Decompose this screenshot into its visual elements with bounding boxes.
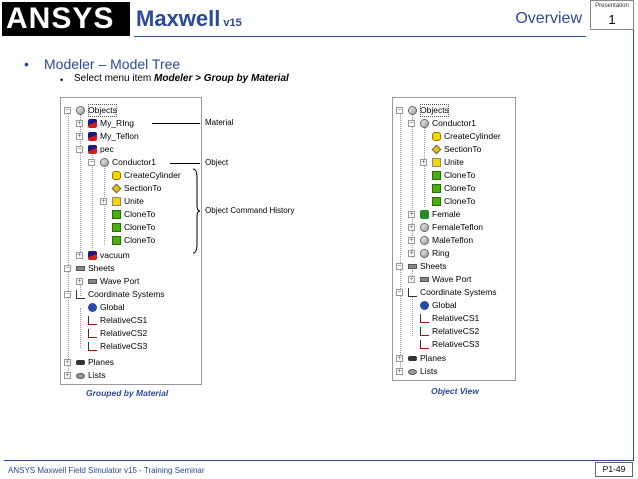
model-tree-grouped-by-material[interactable] <box>60 97 202 385</box>
collapse-icon[interactable]: − <box>65 107 70 114</box>
sheet-icon <box>88 279 97 284</box>
tree-node-label: CreateCylinder <box>444 131 501 141</box>
presentation-badge <box>590 0 634 30</box>
objects-icon <box>408 106 417 115</box>
expand-icon[interactable]: + <box>409 224 414 231</box>
expand-icon[interactable]: + <box>65 359 70 366</box>
tree-node-label: Unite <box>124 196 144 206</box>
collapse-icon[interactable]: − <box>397 263 402 270</box>
clone-icon <box>112 210 121 219</box>
product-title <box>136 5 242 37</box>
tree-node-label: FemaleTeflon <box>432 222 484 232</box>
tree-node-label: Unite <box>444 157 464 167</box>
annotation-material: Material <box>205 118 234 127</box>
relative-cs-icon <box>88 342 97 351</box>
object-icon <box>420 223 429 232</box>
object-icon <box>420 210 429 219</box>
tree-node-label: Sheets <box>88 263 115 273</box>
relative-cs-icon <box>420 340 429 349</box>
section-icon <box>432 145 442 155</box>
bullet-level2-marker: • <box>60 75 64 85</box>
tree-connector <box>80 308 81 348</box>
cylinder-icon <box>112 171 121 180</box>
history-brace <box>192 168 200 254</box>
left-tree-caption: Grouped by Material <box>86 388 169 398</box>
tree-node-label: Global <box>432 300 457 310</box>
section-title: Overview <box>515 10 582 27</box>
tree-node-label: Coordinate Systems <box>88 289 165 299</box>
collapse-icon[interactable]: − <box>397 107 402 114</box>
tree-connector <box>424 127 425 207</box>
expand-icon[interactable]: + <box>397 355 402 362</box>
ansys-logo <box>2 2 130 36</box>
tree-node-label: Wave Port <box>100 276 140 286</box>
tree-node-label: Ring <box>432 248 450 258</box>
tree-node-label: Wave Port <box>432 274 472 284</box>
relative-cs-icon <box>88 329 97 338</box>
collapse-icon[interactable]: − <box>77 146 82 153</box>
tree-node-label: Conductor1 <box>432 118 476 128</box>
tree-node-label: Planes <box>88 357 114 367</box>
collapse-icon[interactable]: − <box>397 289 402 296</box>
tree-node-label: Female <box>432 209 461 219</box>
planes-icon <box>76 360 85 365</box>
tree-node-label: Conductor1 <box>112 157 156 167</box>
tree-node-label: CreateCylinder <box>124 170 181 180</box>
clone-icon <box>432 197 441 206</box>
tree-connector <box>400 113 401 375</box>
product-version: v15 <box>223 17 242 29</box>
expand-icon[interactable]: + <box>101 198 106 205</box>
tree-node-label: Lists <box>88 370 106 380</box>
sheets-icon <box>76 266 85 271</box>
material-icon <box>88 145 97 154</box>
object-icon <box>420 249 429 258</box>
section-icon <box>112 184 122 194</box>
expand-icon[interactable]: + <box>77 120 82 127</box>
expand-icon[interactable]: + <box>409 211 414 218</box>
tree-node-label: Planes <box>420 353 446 363</box>
tree-node-label: My_RIng <box>100 118 135 128</box>
tree-node-label: pec <box>100 144 114 154</box>
material-pointer-line <box>152 123 200 124</box>
global-cs-icon <box>88 303 97 312</box>
tree-connector <box>92 153 93 256</box>
collapse-icon[interactable]: − <box>65 291 70 298</box>
expand-icon[interactable]: + <box>421 159 426 166</box>
header-divider <box>134 36 586 37</box>
planes-icon <box>408 356 417 361</box>
coordinate-system-icon <box>408 288 417 297</box>
tree-node-label: CloneTo <box>444 170 476 180</box>
bullet-level1: Modeler – Model Tree <box>44 56 181 72</box>
slide-header <box>0 0 638 38</box>
bullet-level2-prefix: Select menu item <box>74 73 155 84</box>
unite-icon <box>112 197 121 206</box>
bullet-level2 <box>74 73 289 85</box>
tree-node-label: RelativeCS3 <box>432 339 480 349</box>
tree-node-label: CloneTo <box>444 183 476 193</box>
material-icon <box>88 132 97 141</box>
tree-node-label: SectionTo <box>124 183 162 193</box>
tree-node-label: RelativeCS3 <box>100 341 148 351</box>
expand-icon[interactable]: + <box>397 368 402 375</box>
collapse-icon[interactable]: − <box>409 120 414 127</box>
expand-icon[interactable]: + <box>77 133 82 140</box>
unite-icon <box>432 158 441 167</box>
object-icon <box>420 119 429 128</box>
sheets-icon <box>408 264 417 269</box>
tree-connector <box>104 165 105 245</box>
objects-icon <box>76 106 85 115</box>
footer-text: ANSYS Maxwell Field Simulator v15 - Training Seminar <box>8 466 205 475</box>
tree-node-label: MaleTeflon <box>432 235 474 245</box>
tree-node-label: Sheets <box>420 261 447 271</box>
material-icon <box>88 119 97 128</box>
global-cs-icon <box>420 301 429 310</box>
relative-cs-icon <box>420 327 429 336</box>
tree-connector <box>68 113 69 375</box>
tree-node-label: Lists <box>420 366 438 376</box>
tree-node-label: SectionTo <box>444 144 482 154</box>
relative-cs-icon <box>420 314 429 323</box>
bullet-level1-marker: • <box>24 56 29 72</box>
object-icon <box>100 158 109 167</box>
expand-icon[interactable]: + <box>77 252 82 259</box>
collapse-icon[interactable]: − <box>65 265 70 272</box>
tree-node-label: Coordinate Systems <box>420 287 497 297</box>
tree-node-label: Global <box>100 302 125 312</box>
tree-node-label: CloneTo <box>124 209 156 219</box>
material-icon <box>88 251 97 260</box>
tree-node-label: RelativeCS2 <box>432 326 480 336</box>
clone-icon <box>112 236 121 245</box>
cylinder-icon <box>432 132 441 141</box>
sheet-icon <box>420 277 429 282</box>
coordinate-system-icon <box>76 290 85 299</box>
presentation-number: 1 <box>608 12 616 27</box>
tree-node-label: CloneTo <box>124 222 156 232</box>
expand-icon[interactable]: + <box>409 276 414 283</box>
bullet-level2-menu: Modeler > Group by Material <box>154 73 289 84</box>
lists-icon <box>76 373 85 379</box>
relative-cs-icon <box>88 316 97 325</box>
expand-icon[interactable]: + <box>409 237 414 244</box>
clone-icon <box>112 223 121 232</box>
ansys-logo-text: ANSYS <box>6 2 115 35</box>
expand-icon[interactable]: + <box>65 372 70 379</box>
expand-icon[interactable]: + <box>77 278 82 285</box>
right-tree-caption: Object View <box>431 386 479 396</box>
object-icon <box>420 236 429 245</box>
tree-node-label: Objects <box>88 105 117 115</box>
tree-node-label: CloneTo <box>444 196 476 206</box>
clone-icon <box>432 171 441 180</box>
object-pointer-line <box>170 163 200 164</box>
lists-icon <box>408 369 417 375</box>
expand-icon[interactable]: + <box>409 250 414 257</box>
tree-node-label: Objects <box>420 105 449 115</box>
clone-icon <box>432 184 441 193</box>
tree-node-label: RelativeCS1 <box>432 313 480 323</box>
tree-connector <box>412 296 413 336</box>
tree-node-label: CloneTo <box>124 235 156 245</box>
annotation-object: Object <box>205 158 229 167</box>
tree-node-label: vacuum <box>100 250 130 260</box>
annotation-history: Object Command History <box>205 206 295 215</box>
product-name: Maxwell <box>136 6 221 31</box>
tree-node-label: RelativeCS1 <box>100 315 148 325</box>
right-border-line <box>633 30 634 460</box>
collapse-icon[interactable]: − <box>89 159 94 166</box>
presentation-label: Presentation <box>595 3 629 9</box>
tree-node-label: My_Teflon <box>100 131 139 141</box>
tree-node-label: RelativeCS2 <box>100 328 148 338</box>
model-tree-object-view[interactable] <box>392 97 516 381</box>
page-number: P1-49 <box>595 462 633 477</box>
footer-divider <box>4 460 634 461</box>
